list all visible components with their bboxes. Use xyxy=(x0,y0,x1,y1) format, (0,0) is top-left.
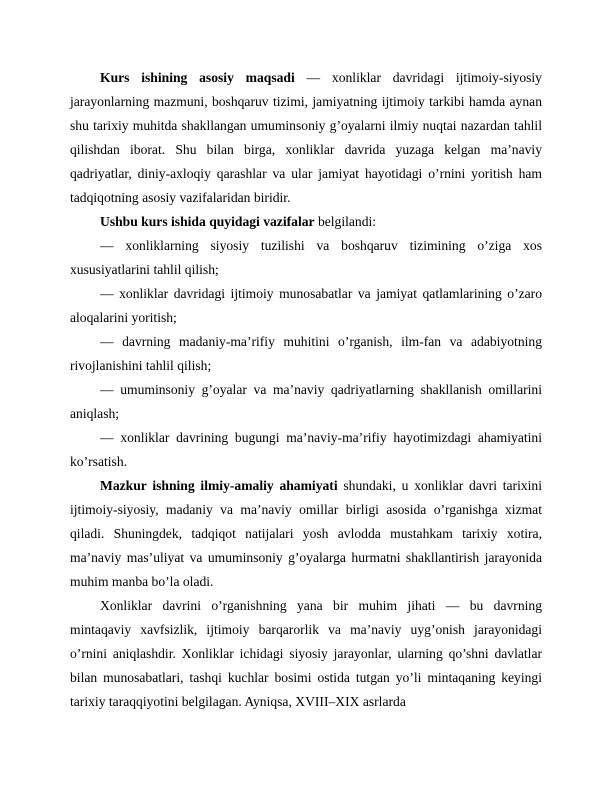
paragraph-course-goal xyxy=(70,66,542,210)
task-item-text: — xonliklar davrining bugungi ma’naviy-ma’rifiy hayotimizdagi ahamiyatini ko’rsatish. xyxy=(70,430,542,469)
paragraph-regional-aspect xyxy=(70,594,542,714)
task-item-text: — xonliklar davridagi ijtimoiy munosabatlar va jamiyat qatlamlarining o’zaro aloqalarini yoritish; xyxy=(70,286,542,325)
paragraph-practical-value xyxy=(70,474,542,594)
task-item-universal-ideas xyxy=(70,378,542,426)
task-item-text: — umuminsoniy g’oyalar va ma’naviy qadriyatlarning shakllanish omillarini aniqlash; xyxy=(70,382,542,421)
paragraph-text-course-goal: — xonliklar davridagi ijtimoiy-siyosiy jarayonlarning mazmuni, boshqaruv tizimi, jamiyatning ijtimoiy tarkibi hamda aynan shu tarixiy muhitda shakllangan umuminsoniy g’oyalarni ilmiy nuqtai nazardan tahlil qilishdan iborat. Shu bilan birga, xonliklar davrida yuzaga kelgan ma’naviy qadriyatlar, diniy-axloqiy qarashlar va ular jamiyat hayotidagi o’rnini yoritish ham tadqiqotning asosiy vazifalaridan biridir. xyxy=(70,70,542,205)
document-body xyxy=(70,66,542,714)
task-item-text: — davrning madaniy-ma’rifiy muhitini o’rganish, ilm-fan va adabiyotning rivojlanishini tahlil qilish; xyxy=(70,334,542,373)
task-item-cultural-environment xyxy=(70,330,542,378)
task-item-significance xyxy=(70,426,542,474)
task-item-political-structure xyxy=(70,234,542,282)
paragraph-lead-practical-value: Mazkur ishning ilmiy-amaliy ahamiyati xyxy=(100,478,338,493)
task-item-social-relations xyxy=(70,282,542,330)
paragraph-text-tasks-intro: belgilandi: xyxy=(314,214,377,229)
paragraph-lead-course-goal: Kurs ishining asosiy maqsadi xyxy=(100,70,295,85)
paragraph-tasks-intro xyxy=(70,210,542,234)
paragraph-text-regional-aspect: Xonliklar davrini o’rganishning yana bir muhim jihati — bu davrning mintaqaviy xavfsizlik, ijtimoiy barqarorlik va ma’naviy uyg’onish jarayonidagi o’rnini aniqlashdir. Xonliklar ichidagi siyosiy jarayonlar, ularning qo’shni davlatlar bilan munosabatlari, tashqi kuchlar bosimi ostida tutgan yo’li mintaqaning keyingi tarixiy taraqqiyotini belgilagan. Ayniqsa, XVIII–XIX asrlarda xyxy=(70,598,542,709)
task-item-text: — xonliklarning siyosiy tuzilishi va boshqaruv tizimining o’ziga xos xususiyatlarini tahlil qilish; xyxy=(70,238,542,277)
paragraph-text-practical-value: shundaki, u xonliklar davri tarixini ijtimoiy-siyosiy, madaniy va ma’naviy omillar birligi asosida o’rganishga xizmat qiladi. Shuningdek, tadqiqot natijalari yosh avlodda mustahkam tarixiy xotira, ma’naviy mas’uliyat va umuminsoniy g’oyalarga hurmatni shakllantirish jarayonida muhim manba bo’la oladi. xyxy=(70,478,543,589)
paragraph-lead-tasks-intro: Ushbu kurs ishida quyidagi vazifalar xyxy=(100,214,315,229)
